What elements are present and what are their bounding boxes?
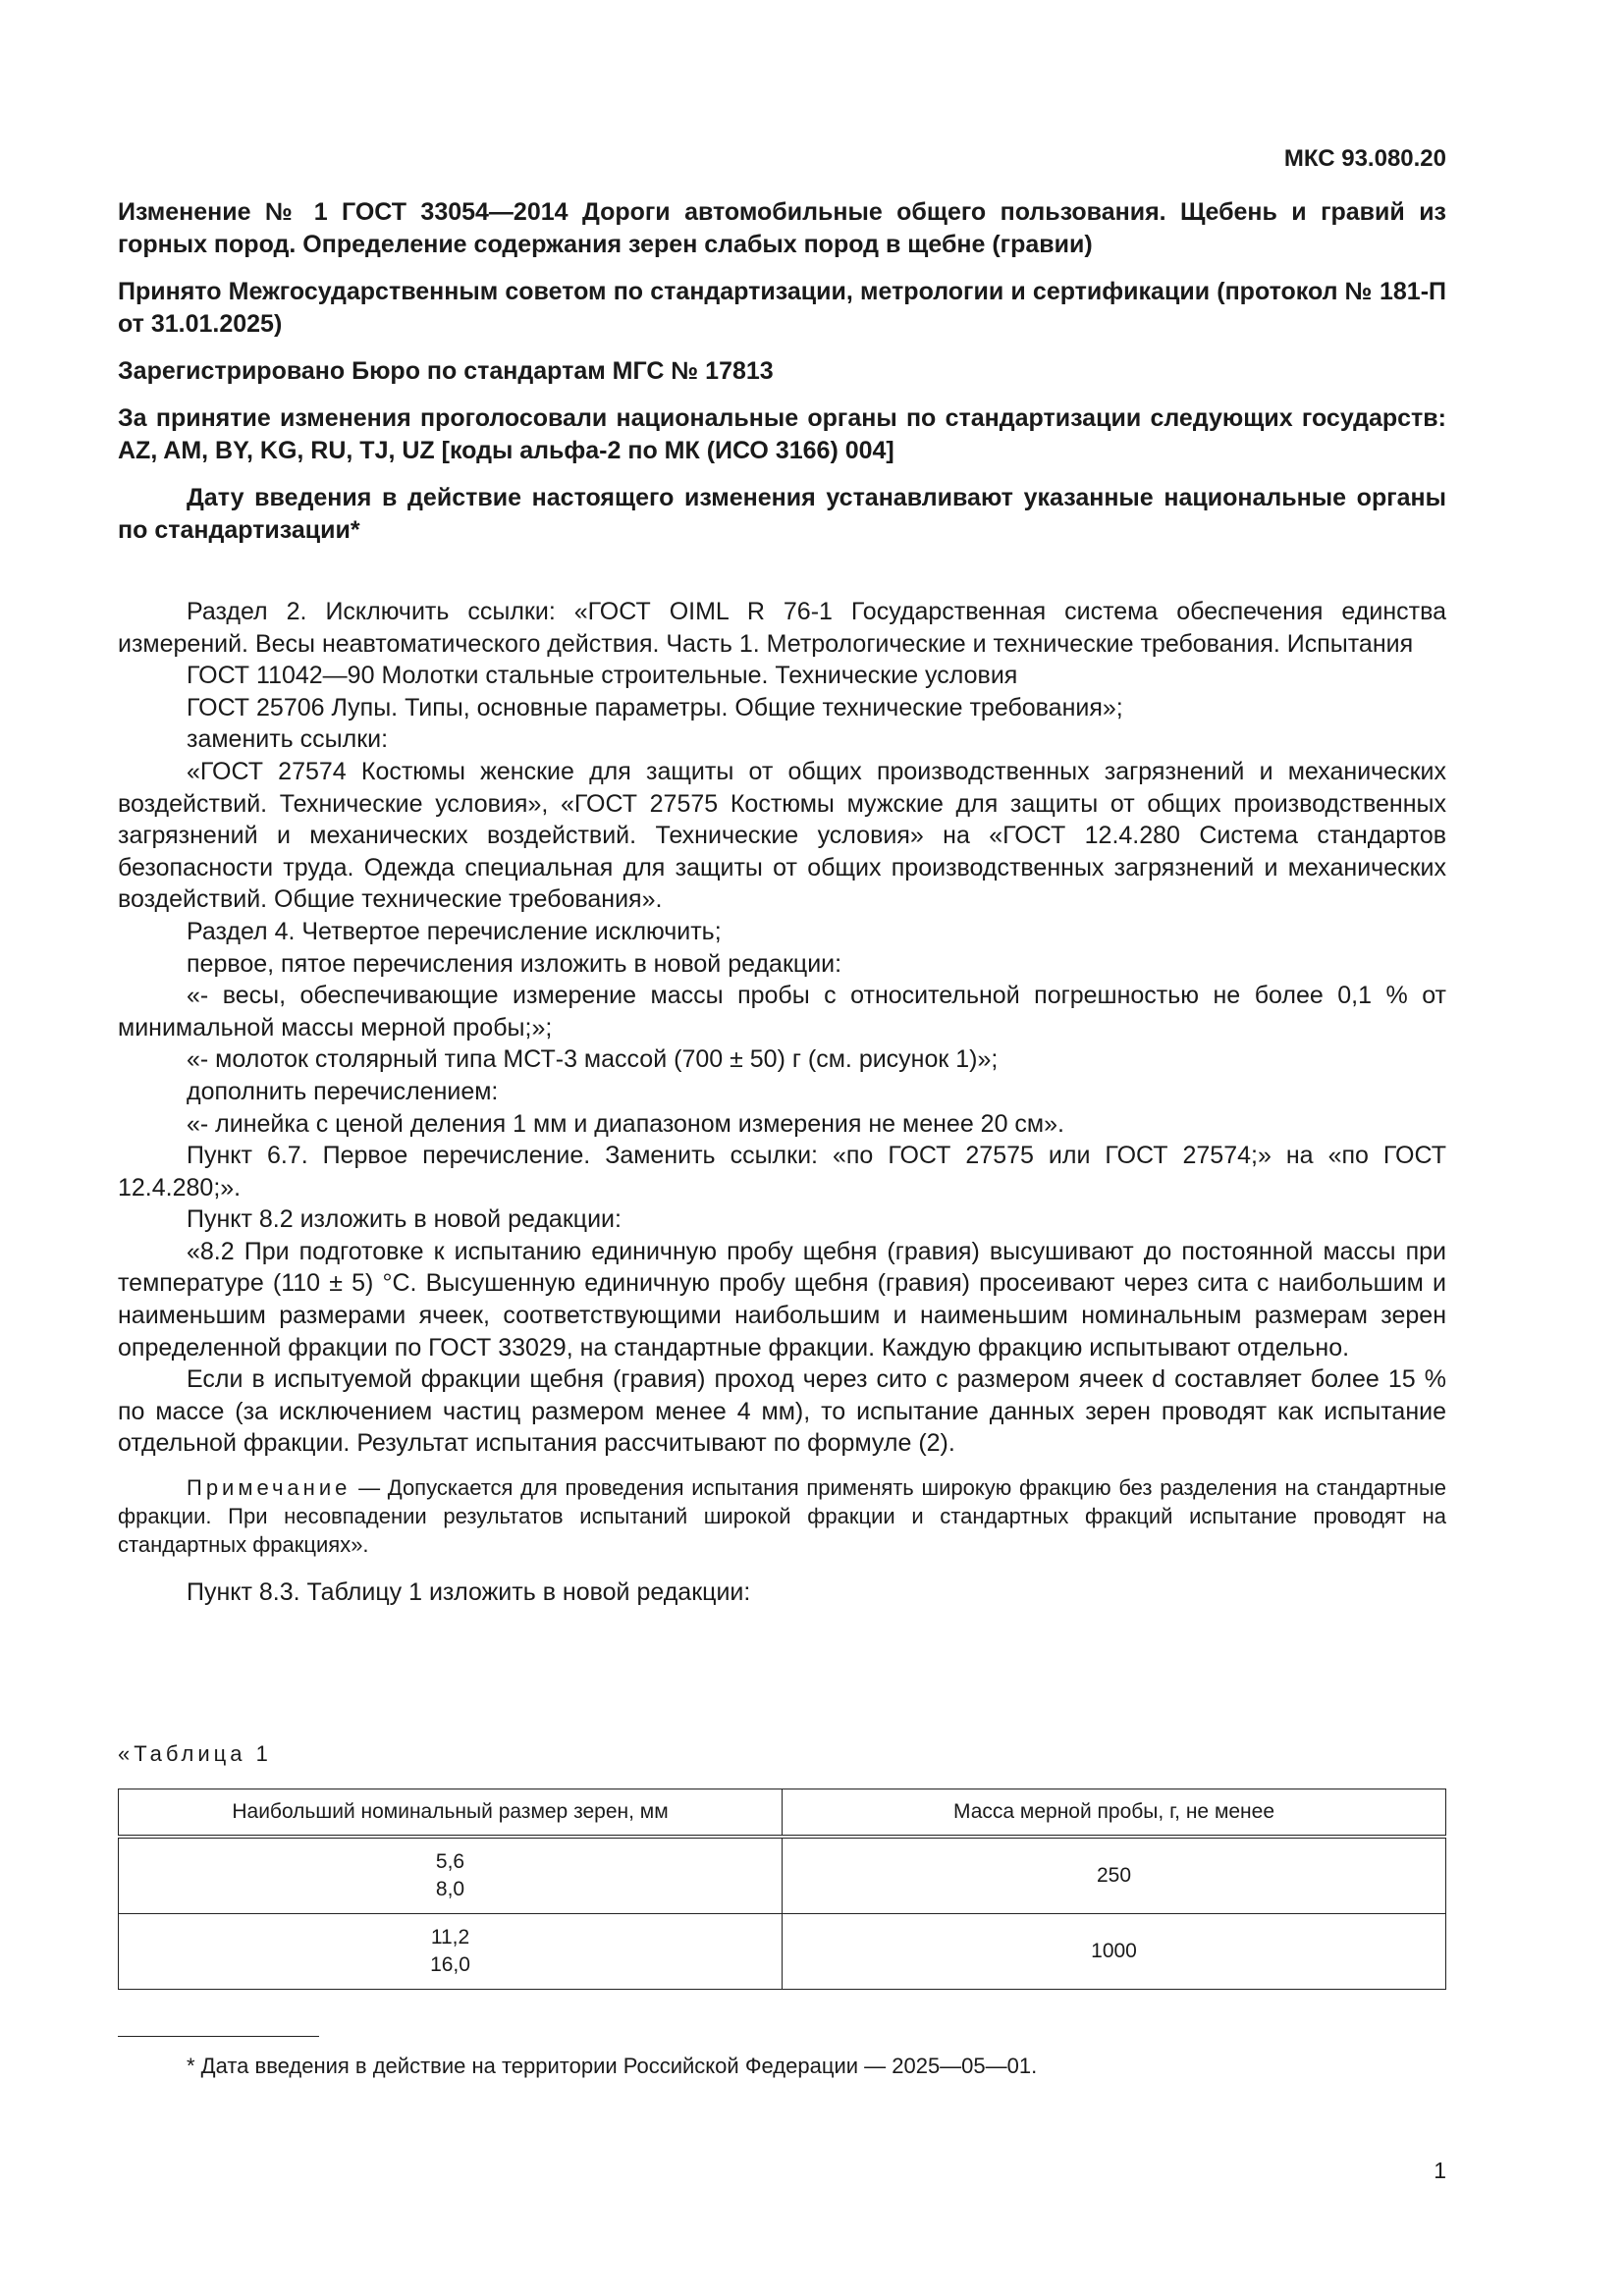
footnote-divider	[118, 2036, 319, 2037]
table-cell-mass: 1000	[783, 1914, 1446, 1990]
document-header	[118, 196, 1446, 561]
paragraph: заменить ссылки:	[187, 725, 389, 754]
page-number: 1	[1434, 2158, 1446, 2183]
paragraph: дополнить перечислением:	[187, 1077, 499, 1105]
table-cell-mass: 250	[783, 1837, 1446, 1914]
paragraph: «- молоток столярный типа МСТ-3 массой (700 ± 50) г (см. рисунок 1)»;	[187, 1045, 999, 1074]
paragraph: «ГОСТ 27574 Костюмы женские для защиты от общих производственных загрязнений и механических воздействий. Технические условия», «ГОСТ 27575 Костюмы мужские для защиты от общих производственных загрязнений и механических воздействий. Технические условия» на «ГОСТ 12.4.280 Система стандартов безопасности труда. Одежда специальная для защиты от общих производственных загрязнений и механических воздействий. Общие технические требования».	[118, 757, 1446, 914]
document-body	[118, 596, 1446, 1609]
note	[118, 1473, 1446, 1559]
table-header-mass: Масса мерной пробы, г, не менее	[783, 1789, 1446, 1838]
table-cell-sizes: 11,2 16,0	[119, 1914, 783, 1990]
accepted-by: Принято Межгосударственным советом по стандартизации, метрологии и сертификации (протокол № 181-П от 31.01.2025)	[118, 278, 1446, 338]
paragraph: Пункт 8.2 изложить в новой редакции:	[187, 1205, 622, 1234]
table-row	[119, 1914, 1446, 1990]
date-intro: Дату введения в действие настоящего изменения устанавливают указанные национальные органы по стандартизации*	[118, 484, 1446, 544]
paragraph: Пункт 6.7. Первое перечисление. Заменить ссылки: «по ГОСТ 27575 или ГОСТ 27574;» на «по ГОСТ 12.4.280;».	[118, 1142, 1446, 1201]
table-caption: «Таблица 1	[118, 1741, 272, 1766]
paragraph: Пункт 8.3. Таблицу 1 изложить в новой редакции:	[187, 1578, 751, 1607]
paragraph: ГОСТ 25706 Лупы. Типы, основные параметры. Общие технические требования»;	[187, 693, 1123, 721]
footnote: * Дата введения в действие на территории Российской Федерации — 2025—05—01.	[187, 2054, 1038, 2078]
paragraph: «8.2 При подготовке к испытанию единичную пробу щебня (гравия) высушивают до постоянной массы при температуре (110 ± 5) °С. Высушенную единичную пробу щебня (гравия) просеивают через сита с наибольшим и наименьшим размерами ячеек, соответствующими наибольшим и наименьшим номинальным размерам зерен определенной фракции по ГОСТ 33029, на стандартные фракции. Каждую фракцию испытывают отдельно.	[118, 1237, 1446, 1362]
paragraph: ГОСТ 11042—90 Молотки стальные строительные. Технические условия	[187, 662, 1018, 690]
note-text: — Допускается для проведения испытания применять широкую фракцию без разделения на стандартные фракции. При несовпадении результатов испытаний широкой фракции и стандартных фракций испытание проводят на стандартных фракциях».	[118, 1475, 1446, 1558]
table-cell-sizes: 5,6 8,0	[119, 1837, 783, 1914]
note-label: Примечание	[187, 1475, 352, 1501]
amendment-title: Изменение № 1 ГОСТ 33054—2014 Дороги автомобильные общего пользования. Щебень и гравий из горных пород. Определение содержания зерен слабых пород в щебне (гравии)	[118, 198, 1446, 258]
table-row	[119, 1837, 1446, 1914]
paragraph: первое, пятое перечисления изложить в новой редакции:	[187, 949, 842, 978]
paragraph: «- линейка с ценой деления 1 мм и диапазоном измерения не менее 20 см».	[187, 1109, 1064, 1138]
voted-countries: За принятие изменения проголосовали национальные органы по стандартизации следующих государств: AZ, AM, BY, KG, RU, TJ, UZ [коды альфа-2 по МК (ИСО 3166) 004]	[118, 404, 1446, 464]
paragraph: Раздел 2. Исключить ссылки: «ГОСТ OIML R 76-1 Государственная система обеспечения единства измерений. Весы неавтоматического действия. Часть 1. Метрологические и технические требования. Испытания	[118, 598, 1446, 658]
paragraph: «- весы, обеспечивающие измерение массы пробы с относительной погрешностью не более 0,1 % от минимальной массы мерной пробы;»;	[118, 982, 1446, 1041]
paragraph: Раздел 4. Четвертое перечисление исключить;	[187, 917, 722, 945]
paragraph: Если в испытуемой фракции щебня (гравия) проход через сито с размером ячеек d составляет более 15 % по массе (за исключением частиц размером менее 4 мм), то испытание данных зерен проводят как испытание отдельной фракции. Результат испытания рассчитывают по формуле (2).	[118, 1365, 1446, 1458]
data-table	[118, 1789, 1446, 1990]
table-header-size: Наибольший номинальный размер зерен, мм	[119, 1789, 783, 1838]
registered: Зарегистрировано Бюро по стандартам МГС № 17813	[118, 357, 774, 385]
mks-code: МКС 93.080.20	[1283, 145, 1446, 172]
